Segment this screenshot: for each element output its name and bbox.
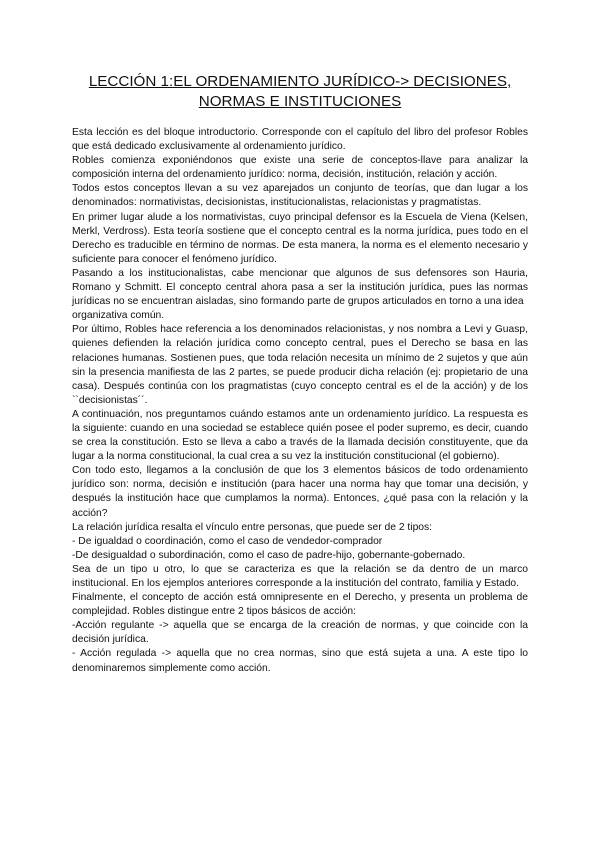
paragraph-normativistas: En primer lugar alude a los normativistas, cuyo principal defensor es la Escuela de Viena (Kelsen, Merkl, Verdross). Esta teoría sostiene que el concepto central es la norma jurídica, pues todo en el Derecho es traducible en término de normas. De esta manera, la norma es el elemento necesario y suficiente para conocer el fenómeno jurídico. — [72, 211, 528, 265]
list-item-desigualdad: -De desigualdad o subordinación, como el caso de padre-hijo, gobernante-gobernado. — [72, 549, 466, 561]
paragraph-relacionistas: Por último, Robles hace referencia a los denominados relacionistas, y nos nombra a Levi y Guasp, quienes defienden la relación jurídica como concepto central, pues el Derecho se basa en las relaciones humanas. Sostienen pues, que toda relación necesita un mínimo de 2 sujetos y que aún sin la presencia manifiesta de las 2 partes, se puede producir dicha relación (ej: propietario de una casa). Después continúa con los pragmatistas (cuyo concepto central es el de la acción) y de los ``decisionistas´´. — [72, 324, 528, 406]
list-item-igualdad: - De igualdad o coordinación, como el caso de vendedor-comprador — [72, 535, 383, 547]
paragraph-theories: Todos estos conceptos llevan a su vez aparejados un conjunto de teorías, que dan lugar a los denominados: normativistas, decisionistas, institucionalistas, relacionistas y pragmatistas. — [72, 183, 528, 209]
paragraph-marco-institucional: Sea de un tipo u otro, lo que se caracteriza es que la relación se da dentro de un marco institucional. En los ejemplos anteriores corresponde a la institución del contrato, familia y Estado. — [72, 563, 528, 589]
paragraph-relacion-juridica: La relación jurídica resalta el vínculo entre personas, que puede ser de 2 tipos: — [72, 521, 433, 533]
paragraph-accion: Finalmente, el concepto de acción está omnipresente en el Derecho, y presenta un problema de complejidad. Robles distingue entre 2 tipos básicos de acción: — [72, 592, 528, 618]
paragraph-concepts: Robles comienza exponiéndonos que existe una serie de conceptos-llave para analizar la composición interna del ordenamiento jurídico: norma, decisión, institución, relación y acción. — [72, 155, 528, 181]
list-item-accion-regulante: -Acción regulante -> aquella que se encarga de la creación de normas, y que coincide con la decisión jurídica. — [72, 620, 528, 646]
list-item-accion-regulada: - Acción regulada -> aquella que no crea normas, sino que está sujeta a una. A este tipo lo denominaremos simplemente como acción. — [72, 648, 528, 674]
paragraph-ordenamiento: A continuación, nos preguntamos cuándo estamos ante un ordenamiento jurídico. La respuesta es la siguiente: cuando en una sociedad se establece quién posee el poder supremo, es decir, cuando se crea la constitución. Esto se lleva a cabo a través de la llamada decisión constituyente, que da lugar a la norma constitucional, la cual crea a su vez la institución constitucional (el gobierno). — [72, 408, 528, 463]
page-title — [72, 72, 528, 112]
document-body — [72, 126, 528, 676]
paragraph-conclusion: Con todo esto, llegamos a la conclusión de que los 3 elementos básicos de todo ordenamiento jurídico son: norma, decisión e institución (para hacer una norma hay que tomar una decisión, y después la institución hace que cumplamos la norma). Entonces, ¿qué pasa con la relación y la acción? — [72, 465, 528, 519]
paragraph-institucionalistas-end: organizativa común. — [72, 310, 165, 322]
paragraph-institucionalistas: Pasando a los institucionalistas, cabe mencionar que algunos de sus defensores son Hauria, Romano y Schmitt. El concepto central ahora pasa a ser la institución jurídica, pues las normas jurídicas no se encuentran aisladas, sino formando parte de grupos articulados en torno a una idea — [72, 267, 528, 308]
paragraph-intro: Esta lección es del bloque introductorio. Corresponde con el capítulo del libro del profesor Robles que está dedicado exclusivamente al ordenamiento jurídico. — [72, 127, 528, 153]
title-line-2: NORMAS E INSTITUCIONES — [198, 93, 402, 110]
document-page — [72, 72, 528, 676]
title-line-1: LECCIÓN 1:EL ORDENAMIENTO JURÍDICO-> DECISIONES, — [88, 73, 512, 90]
